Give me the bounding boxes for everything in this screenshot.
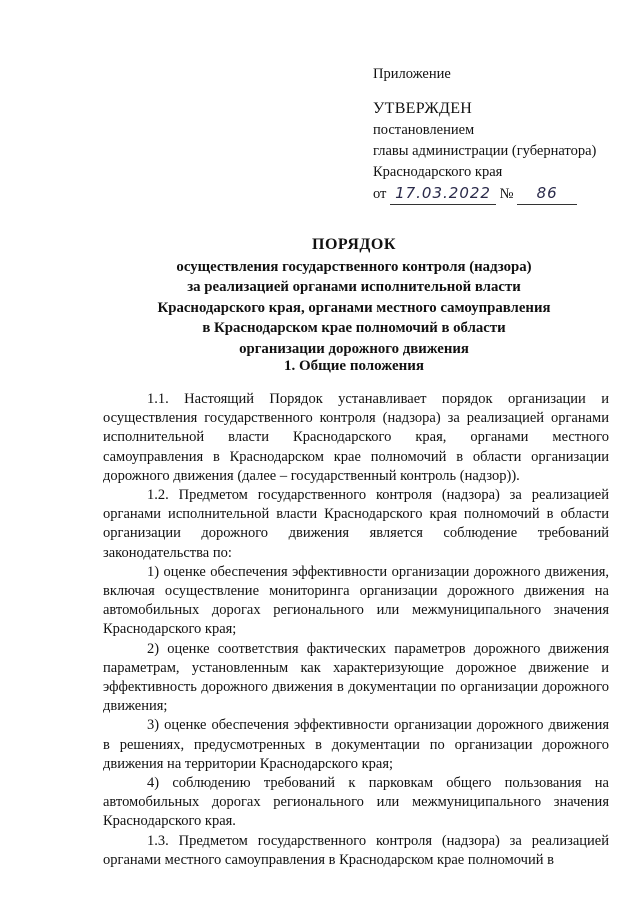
approved-heading: УТВЕРЖДЕН (373, 100, 473, 117)
title-line: за реализацией органами исполнительной власти (187, 279, 521, 295)
document-body (103, 390, 609, 870)
list-item-2: 2) оценке соответствия фактических параметров дорожного движения параметрам, установленным как характеризующие дорожное движение и эффективность дорожного движения в документации по организации дорожного движения; (103, 640, 609, 715)
title-line: Краснодарского края, органами местного самоуправления (157, 299, 551, 316)
approval-line-1: постановлением (373, 122, 475, 138)
paragraph-1-1: 1.1. Настоящий Порядок устанавливает порядок организации и осуществления государственного контроля (надзора) за реализацией органами исполнительной власти Краснодарского края, органами местного самоуправления в Краснодарском крае полномочий в области организации дорожного движения (далее – государственный контроль (надзор)). (103, 391, 609, 484)
date-prefix: от (373, 186, 387, 202)
approval-line-2: главы администрации (губернатора) (373, 143, 597, 159)
paragraph-1-3: 1.3. Предметом государственного контроля (надзора) за реализацией органами местного самоуправления в Краснодарском крае полномочий в (103, 832, 609, 868)
approval-block (373, 64, 623, 205)
handwritten-date: 17.03.2022 (390, 183, 496, 205)
title-line: осуществления государственного контроля (надзора) (176, 258, 532, 275)
list-item-4: 4) соблюдению требований к парковкам общего пользования на автомобильных дорогах регионального или межмуниципального значения Краснодарского края. (103, 775, 609, 830)
list-item-1: 1) оценке обеспечения эффективности организации дорожного движения, включая осуществление мониторинга организации дорожного движения на автомобильных дорогах регионального или межмуниципального значения Краснодарского края; (103, 563, 609, 638)
section-heading: 1. Общие положения (283, 358, 425, 374)
document-title (100, 235, 608, 359)
title-main: ПОРЯДОК (312, 236, 396, 253)
title-line: организации дорожного движения (239, 340, 469, 357)
annex-label: Приложение (373, 66, 451, 82)
date-number-row (373, 183, 623, 205)
list-item-3: 3) оценке обеспечения эффективности организации дорожного движения в решениях, предусмотренных в документации по организации дорожного движения на территории Краснодарского края; (103, 717, 609, 772)
number-sign: № (499, 186, 514, 202)
title-line: в Краснодарском крае полномочий в области (202, 320, 506, 336)
paragraph-1-2: 1.2. Предметом государственного контроля (надзора) за реализацией органами исполнительной власти Краснодарского края полномочий в области организации дорожного движения является соблюдение требований законодательства по: (103, 487, 609, 561)
handwritten-number: 86 (517, 183, 577, 205)
approval-line-3: Краснодарского края (373, 164, 503, 180)
